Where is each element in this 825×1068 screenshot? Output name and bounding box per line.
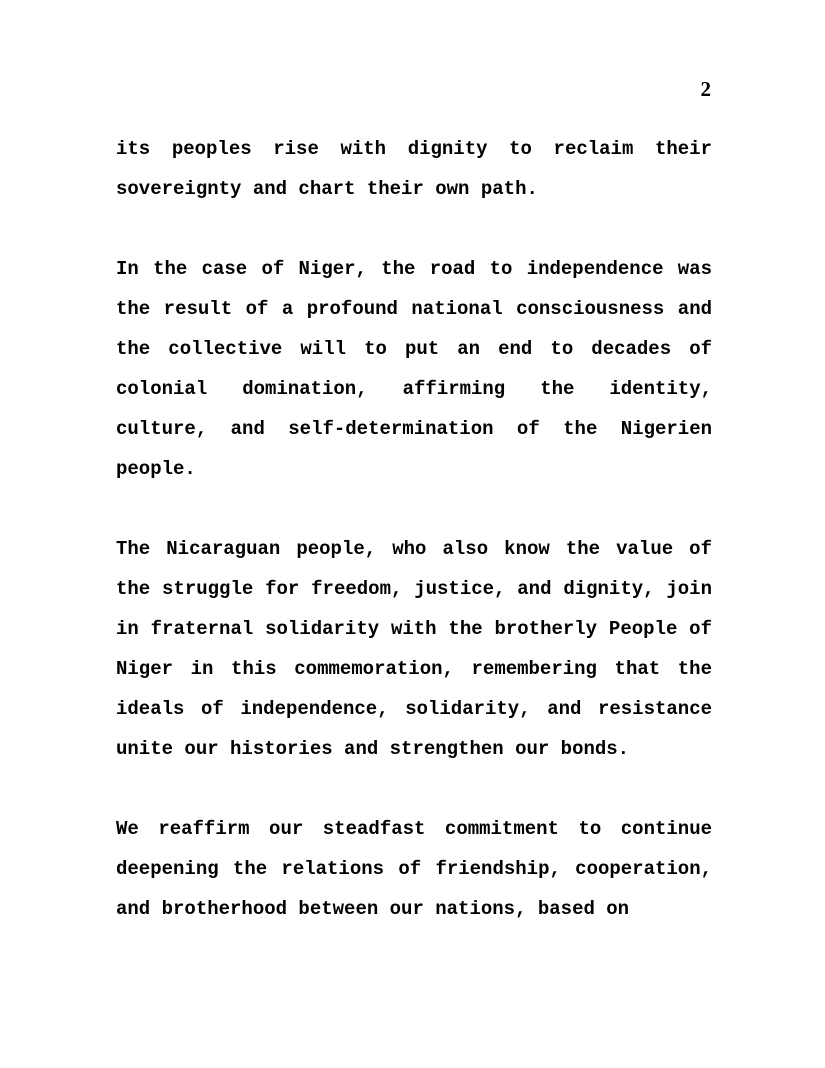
document-body: [116, 129, 712, 969]
paragraph-commitment: We reaffirm our steadfast commitment to continue deepening the relations of friendship, cooperation, and brotherhood between our nations, based on: [116, 818, 712, 920]
page-number: 2: [700, 77, 711, 101]
paragraph-nicaraguan-solidarity: The Nicaraguan people, who also know the value of the struggle for freedom, justice, and dignity, join in fraternal solidarity with the brotherly People of Niger in this commemoration, remembering that the ideals of independence, solidarity, and resistance unite our histories and strengthen our bonds.: [116, 538, 712, 760]
paragraph-continuation: its peoples rise with dignity to reclaim their sovereignty and chart their own path.: [116, 138, 712, 200]
paragraph-niger-independence: In the case of Niger, the road to independence was the result of a profound national consciousness and the collective will to put an end to decades of colonial domination, affirming the identity, culture, and self-determination of the Nigerien people.: [116, 258, 712, 480]
